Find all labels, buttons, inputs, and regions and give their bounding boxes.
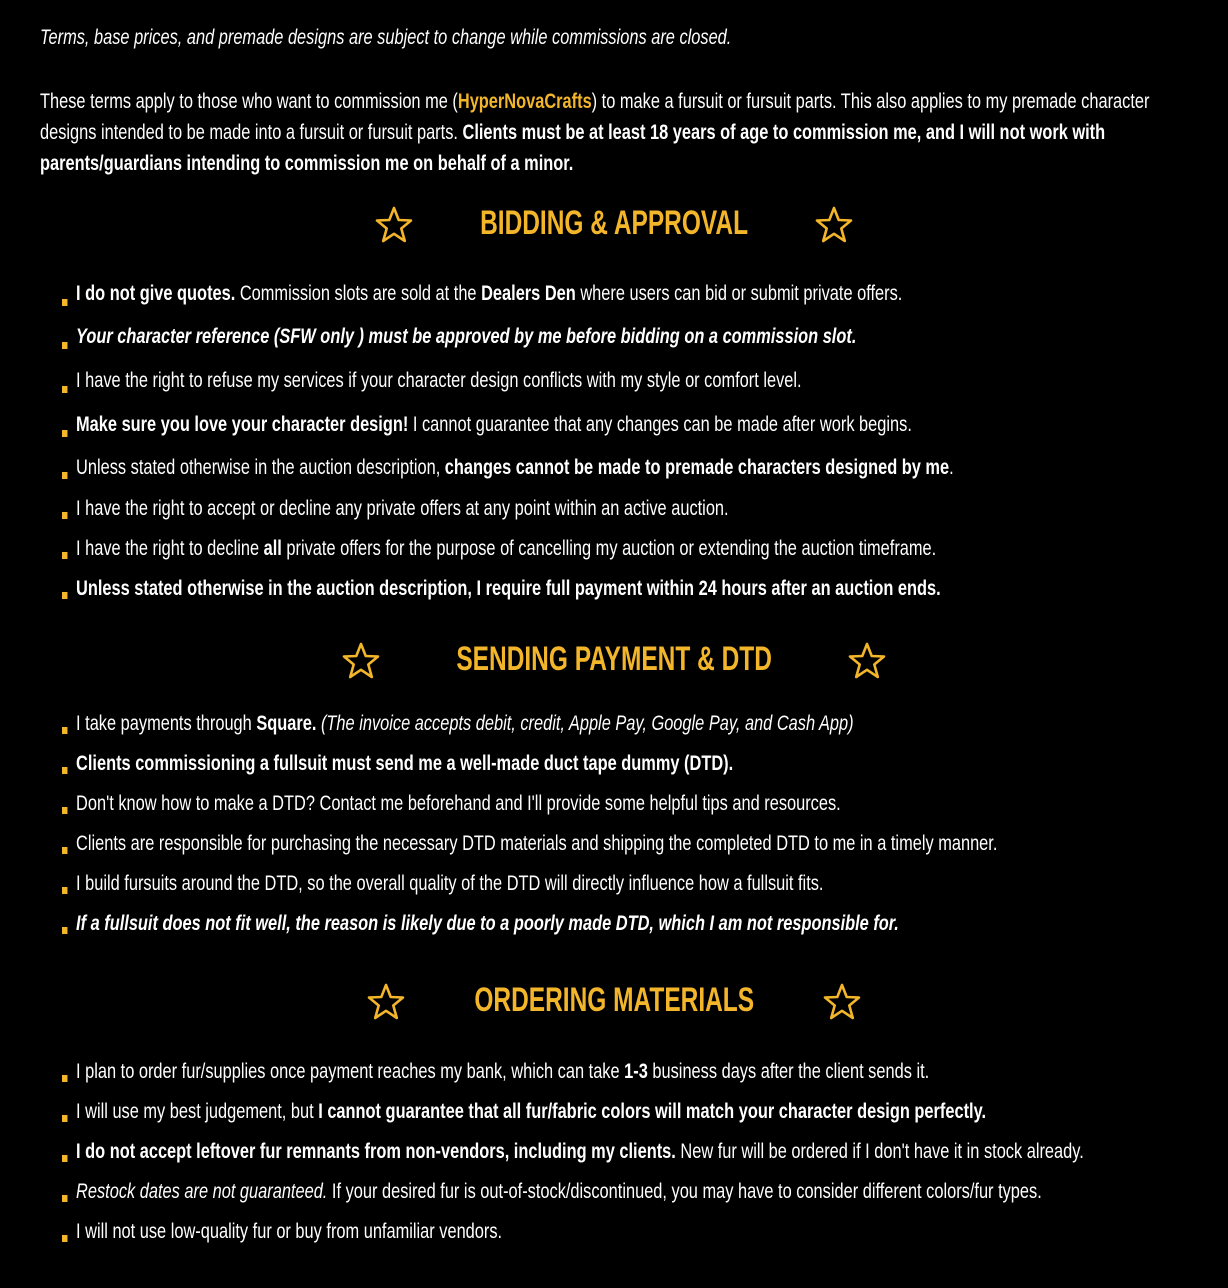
item-text: I will not use low-quality fur or buy from unfamiliar vendors.	[76, 1220, 503, 1243]
list-item	[62, 1138, 1084, 1178]
item-text: Unless stated otherwise in the auction description,	[76, 456, 445, 479]
star-outline-icon	[341, 641, 381, 681]
list-item	[62, 910, 997, 950]
list-item	[62, 495, 954, 535]
item-text: I have the right to accept or decline any private offers at any point within an active auction.	[76, 497, 729, 520]
item-bold: changes cannot be made to premade characters designed by me	[444, 456, 950, 479]
item-italic: Restock dates are not guaranteed.	[76, 1180, 328, 1203]
item-text: I have the right to decline	[76, 537, 264, 560]
materials-list	[62, 1058, 1228, 1258]
section-title-text: BIDDING & APPROVAL	[480, 204, 748, 242]
list-item	[62, 280, 954, 323]
section-title-text: SENDING PAYMENT & DTD	[456, 640, 772, 678]
closed-notice: Terms, base prices, and premade designs are subject to change while commissions are closed.	[40, 26, 732, 49]
list-item	[62, 710, 997, 750]
item-bold: 1-3	[624, 1060, 648, 1083]
item-text: Don't know how to make a DTD? Contact me beforehand and I'll provide some helpful tips and resources.	[76, 792, 841, 815]
item-text: I have the right to refuse my services if your character design conflicts with my style or comfort level.	[76, 369, 802, 392]
item-text: private offers for the purpose of cancelling my auction or extending the auction timeframe.	[281, 537, 937, 560]
item-text: I build fursuits around the DTD, so the overall quality of the DTD will directly influence how a fullsuit fits.	[76, 872, 824, 895]
list-item	[62, 454, 954, 495]
star-outline-icon	[366, 982, 406, 1022]
list-item	[62, 750, 997, 790]
star-outline-icon	[374, 205, 414, 245]
item-text: I will use my best judgement, but	[76, 1100, 319, 1123]
item-text: I cannot guarantee that any changes can be made after work begins.	[408, 413, 912, 436]
brand-name: HyperNovaCrafts	[457, 90, 592, 113]
payment-list	[62, 710, 1228, 950]
list-item	[62, 1218, 1084, 1258]
list-item	[62, 790, 997, 830]
list-item	[62, 411, 954, 454]
list-item	[62, 830, 997, 870]
star-outline-icon	[847, 641, 887, 681]
list-item	[62, 1178, 1084, 1218]
intro-text-b: ) to make a fursuit or fursuit parts. This also applies to my premade character designs intended to be made into a fursuit or fursuit parts.	[40, 90, 1150, 144]
item-bold: Make sure you love your character design!	[76, 413, 409, 436]
item-text: business days after the client sends it.	[647, 1060, 930, 1083]
item-bold: Clients commissioning a fullsuit must send me a well-made duct tape dummy (DTD).	[76, 752, 734, 775]
item-text: Commission slots are sold at the	[235, 282, 482, 305]
section-title-text: ORDERING MATERIALS	[474, 981, 754, 1019]
square-label: Square.	[256, 712, 317, 735]
list-item	[62, 323, 954, 367]
item-bold: Unless stated otherwise in the auction description, I require full payment within 24 hours after an auction ends.	[76, 577, 941, 600]
item-text: Clients are responsible for purchasing the necessary DTD materials and shipping the completed DTD to me in a timely manner.	[76, 832, 998, 855]
item-text: If your desired fur is out-of-stock/discontinued, you may have to consider different colors/fur types.	[327, 1180, 1042, 1203]
section-title-payment	[40, 640, 1188, 681]
intro-paragraph	[40, 86, 1202, 179]
list-item	[62, 535, 954, 575]
dealers-den-label: Dealers Den	[481, 282, 576, 305]
item-bold-italic: Your character reference (SFW only ) must be approved by me before bidding on a commission slot.	[76, 325, 857, 348]
section-title-bidding	[40, 204, 1188, 245]
item-text: I plan to order fur/supplies once payment reaches my bank, which can take	[76, 1060, 625, 1083]
item-bold: I do not accept leftover fur remnants from non-vendors, including my clients.	[76, 1140, 676, 1163]
intro-text-a: These terms apply to those who want to commission me (	[40, 90, 458, 113]
list-item	[62, 367, 954, 411]
list-item	[62, 870, 997, 910]
item-bold: I cannot guarantee that all fur/fabric colors will match your character design perfectly.	[318, 1100, 987, 1123]
age-requirement: Clients must be at least 18 years of age to commission me, and I will not work with parents/guardians intending to commission me on behalf of a minor.	[40, 121, 1106, 175]
star-outline-icon	[814, 205, 854, 245]
item-italic: (The invoice accepts debit, credit, Apple Pay, Google Pay, and Cash App)	[316, 712, 854, 735]
item-bold: I do not give quotes.	[76, 282, 236, 305]
bidding-list	[62, 280, 1205, 615]
item-text: where users can bid or submit private offers.	[575, 282, 903, 305]
item-bold-italic: If a fullsuit does not fit well, the reason is likely due to a poorly made DTD, which I am not responsible for.	[76, 912, 899, 935]
list-item	[62, 1098, 1084, 1138]
item-text: .	[949, 456, 954, 479]
section-title-materials	[40, 981, 1188, 1022]
item-text: I take payments through	[76, 712, 257, 735]
item-bold: all	[263, 537, 282, 560]
item-text: New fur will be ordered if I don't have it in stock already.	[675, 1140, 1084, 1163]
list-item	[62, 1058, 1084, 1098]
list-item	[62, 575, 954, 615]
star-outline-icon	[822, 982, 862, 1022]
